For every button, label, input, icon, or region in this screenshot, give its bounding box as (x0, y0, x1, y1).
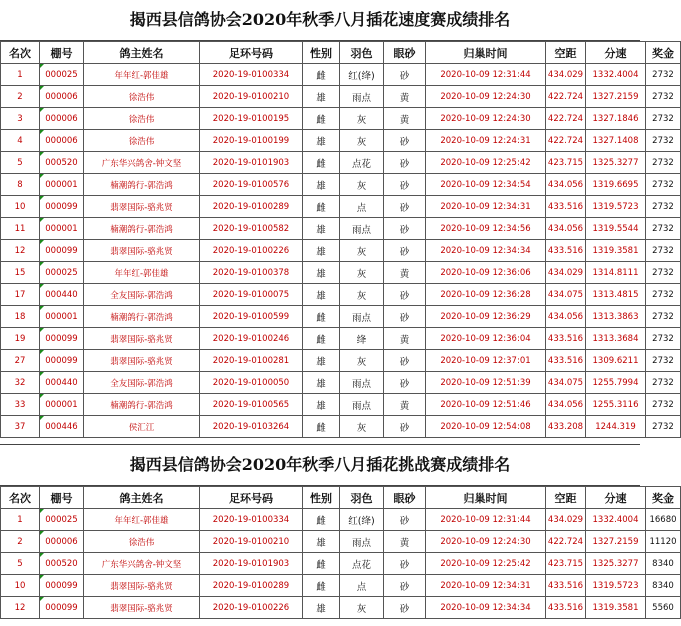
cell-loft: 000099 (40, 240, 84, 262)
cell-time: 2020-10-09 12:31:44 (426, 509, 546, 531)
cell-ring: 2020-19-0100226 (200, 240, 303, 262)
cell-distance: 433.516 (546, 240, 586, 262)
col-header-time: 归巢时间 (426, 487, 546, 509)
cell-ring: 2020-19-0100246 (200, 328, 303, 350)
cell-loft: 000440 (40, 284, 84, 306)
cell-rank: 4 (1, 130, 40, 152)
cell-eye: 黄 (384, 531, 426, 553)
cell-sex: 雄 (303, 130, 340, 152)
cell-time: 2020-10-09 12:24:30 (426, 86, 546, 108)
table-row (1, 350, 681, 372)
cell-distance: 433.516 (546, 597, 586, 619)
cell-prize: 8340 (646, 575, 681, 597)
cell-time: 2020-10-09 12:34:34 (426, 597, 546, 619)
cell-eye: 砂 (384, 64, 426, 86)
cell-color: 雨点 (340, 372, 384, 394)
cell-rank: 18 (1, 306, 40, 328)
cell-time: 2020-10-09 12:54:08 (426, 416, 546, 438)
table-row (1, 64, 681, 86)
cell-rank: 3 (1, 108, 40, 130)
cell-prize: 2732 (646, 350, 681, 372)
col-header-rank: 名次 (1, 42, 40, 64)
cell-rank: 8 (1, 174, 40, 196)
cell-color: 雨点 (340, 306, 384, 328)
cell-time: 2020-10-09 12:51:39 (426, 372, 546, 394)
table-row (1, 597, 681, 619)
cell-ring: 2020-19-0100210 (200, 86, 303, 108)
cell-prize: 2732 (646, 152, 681, 174)
cell-color: 红(绛) (340, 509, 384, 531)
cell-ring: 2020-19-0100050 (200, 372, 303, 394)
cell-time: 2020-10-09 12:24:30 (426, 108, 546, 130)
col-header-speed: 分速 (586, 42, 646, 64)
cell-rank: 12 (1, 240, 40, 262)
cell-sex: 雄 (303, 262, 340, 284)
cell-loft: 000520 (40, 553, 84, 575)
col-header-prize: 奖金 (646, 487, 681, 509)
cell-sex: 雄 (303, 531, 340, 553)
cell-sex: 雌 (303, 64, 340, 86)
cell-prize: 5560 (646, 597, 681, 619)
cell-time: 2020-10-09 12:36:06 (426, 262, 546, 284)
table-row (1, 262, 681, 284)
cell-distance: 422.724 (546, 86, 586, 108)
cell-distance: 434.029 (546, 262, 586, 284)
cell-loft: 000099 (40, 575, 84, 597)
cell-color: 灰 (340, 130, 384, 152)
cell-prize: 2732 (646, 262, 681, 284)
cell-speed: 1319.3581 (586, 597, 646, 619)
cell-distance: 434.056 (546, 394, 586, 416)
cell-ring: 2020-19-0100565 (200, 394, 303, 416)
cell-distance: 422.724 (546, 531, 586, 553)
cell-rank: 10 (1, 196, 40, 218)
col-header-owner: 鸽主姓名 (84, 487, 200, 509)
cell-owner: 楠潮鸽行-郭浩鸿 (84, 306, 200, 328)
cell-eye: 砂 (384, 553, 426, 575)
cell-owner: 年年红-郭佳雄 (84, 262, 200, 284)
cell-owner: 徐浩伟 (84, 108, 200, 130)
cell-time: 2020-10-09 12:34:31 (426, 575, 546, 597)
cell-loft: 000099 (40, 328, 84, 350)
cell-loft: 000099 (40, 350, 84, 372)
table-row (1, 575, 681, 597)
cell-sex: 雄 (303, 394, 340, 416)
cell-prize: 11120 (646, 531, 681, 553)
cell-rank: 5 (1, 152, 40, 174)
cell-time: 2020-10-09 12:25:42 (426, 152, 546, 174)
cell-loft: 000001 (40, 306, 84, 328)
cell-rank: 12 (1, 597, 40, 619)
cell-eye: 黄 (384, 328, 426, 350)
cell-color: 灰 (340, 174, 384, 196)
cell-owner: 徐浩伟 (84, 130, 200, 152)
cell-sex: 雄 (303, 86, 340, 108)
cell-speed: 1325.3277 (586, 553, 646, 575)
cell-owner: 全友国际-郭浩鸿 (84, 284, 200, 306)
cell-color: 灰 (340, 108, 384, 130)
cell-time: 2020-10-09 12:37:01 (426, 350, 546, 372)
cell-owner: 翡翠国际-骆兆贤 (84, 240, 200, 262)
cell-distance: 434.029 (546, 64, 586, 86)
cell-ring: 2020-19-0100334 (200, 64, 303, 86)
cell-sex: 雄 (303, 240, 340, 262)
table-row (1, 372, 681, 394)
cell-rank: 33 (1, 394, 40, 416)
cell-prize: 2732 (646, 240, 681, 262)
cell-time: 2020-10-09 12:24:31 (426, 130, 546, 152)
cell-speed: 1319.3581 (586, 240, 646, 262)
cell-rank: 10 (1, 575, 40, 597)
cell-color: 雨点 (340, 394, 384, 416)
col-header-distance: 空距 (546, 42, 586, 64)
cell-distance: 423.715 (546, 152, 586, 174)
speed-race-table (0, 41, 681, 438)
cell-rank: 27 (1, 350, 40, 372)
cell-loft: 000520 (40, 152, 84, 174)
cell-sex: 雄 (303, 597, 340, 619)
cell-distance: 433.208 (546, 416, 586, 438)
cell-owner: 翡翠国际-骆兆贤 (84, 196, 200, 218)
cell-eye: 砂 (384, 372, 426, 394)
challenge-race-title: 揭西县信鸽协会2020年秋季八月插花挑战赛成绩排名 (0, 444, 640, 486)
cell-ring: 2020-19-0101903 (200, 152, 303, 174)
cell-color: 灰 (340, 240, 384, 262)
cell-distance: 433.516 (546, 328, 586, 350)
cell-speed: 1319.5544 (586, 218, 646, 240)
cell-sex: 雄 (303, 284, 340, 306)
col-header-sex: 性别 (303, 42, 340, 64)
cell-ring: 2020-19-0100289 (200, 196, 303, 218)
cell-ring: 2020-19-0100281 (200, 350, 303, 372)
table-row (1, 284, 681, 306)
cell-sex: 雌 (303, 152, 340, 174)
cell-prize: 2732 (646, 394, 681, 416)
cell-prize: 2732 (646, 174, 681, 196)
cell-eye: 砂 (384, 306, 426, 328)
cell-prize: 2732 (646, 416, 681, 438)
cell-eye: 砂 (384, 196, 426, 218)
speed-header-row (1, 42, 681, 64)
cell-time: 2020-10-09 12:36:04 (426, 328, 546, 350)
cell-sex: 雌 (303, 108, 340, 130)
cell-speed: 1327.2159 (586, 86, 646, 108)
cell-loft: 000446 (40, 416, 84, 438)
table-row (1, 130, 681, 152)
cell-eye: 砂 (384, 240, 426, 262)
cell-time: 2020-10-09 12:36:29 (426, 306, 546, 328)
cell-time: 2020-10-09 12:25:42 (426, 553, 546, 575)
cell-prize: 2732 (646, 86, 681, 108)
cell-speed: 1332.4004 (586, 509, 646, 531)
cell-owner: 楠潮鸽行-郭浩鸿 (84, 174, 200, 196)
cell-speed: 1313.4815 (586, 284, 646, 306)
cell-sex: 雌 (303, 306, 340, 328)
cell-ring: 2020-19-0101903 (200, 553, 303, 575)
cell-prize: 2732 (646, 328, 681, 350)
cell-owner: 广东华兴鸽舍-钟文坚 (84, 553, 200, 575)
cell-loft: 000440 (40, 372, 84, 394)
cell-speed: 1314.8111 (586, 262, 646, 284)
cell-sex: 雄 (303, 218, 340, 240)
cell-owner: 楠潮鸽行-郭浩鸿 (84, 218, 200, 240)
cell-owner: 翡翠国际-骆兆贤 (84, 575, 200, 597)
cell-ring: 2020-19-0100582 (200, 218, 303, 240)
cell-color: 灰 (340, 262, 384, 284)
cell-prize: 8340 (646, 553, 681, 575)
cell-sex: 雄 (303, 372, 340, 394)
cell-speed: 1255.7994 (586, 372, 646, 394)
cell-sex: 雌 (303, 416, 340, 438)
cell-distance: 423.715 (546, 553, 586, 575)
cell-rank: 15 (1, 262, 40, 284)
cell-prize: 2732 (646, 130, 681, 152)
cell-speed: 1313.3684 (586, 328, 646, 350)
cell-prize: 2732 (646, 372, 681, 394)
cell-color: 红(绛) (340, 64, 384, 86)
table-row (1, 553, 681, 575)
speed-table-body (1, 64, 681, 438)
col-header-eye: 眼砂 (384, 487, 426, 509)
cell-owner: 翡翠国际-骆兆贤 (84, 328, 200, 350)
cell-time: 2020-10-09 12:34:56 (426, 218, 546, 240)
cell-loft: 000025 (40, 64, 84, 86)
cell-loft: 000001 (40, 218, 84, 240)
cell-eye: 砂 (384, 575, 426, 597)
table-row (1, 394, 681, 416)
challenge-table-body (1, 509, 681, 619)
cell-speed: 1327.2159 (586, 531, 646, 553)
cell-owner: 徐浩伟 (84, 531, 200, 553)
cell-rank: 2 (1, 531, 40, 553)
cell-sex: 雌 (303, 509, 340, 531)
cell-sex: 雌 (303, 553, 340, 575)
cell-time: 2020-10-09 12:24:30 (426, 531, 546, 553)
cell-speed: 1244.319 (586, 416, 646, 438)
cell-rank: 37 (1, 416, 40, 438)
cell-color: 点花 (340, 152, 384, 174)
col-header-ring: 足环号码 (200, 42, 303, 64)
cell-speed: 1255.3116 (586, 394, 646, 416)
cell-speed: 1325.3277 (586, 152, 646, 174)
cell-loft: 000025 (40, 509, 84, 531)
cell-sex: 雄 (303, 174, 340, 196)
cell-speed: 1319.5723 (586, 575, 646, 597)
cell-color: 点 (340, 196, 384, 218)
cell-loft: 000099 (40, 597, 84, 619)
table-row (1, 328, 681, 350)
cell-loft: 000006 (40, 130, 84, 152)
cell-eye: 砂 (384, 350, 426, 372)
cell-time: 2020-10-09 12:51:46 (426, 394, 546, 416)
cell-distance: 433.516 (546, 350, 586, 372)
cell-prize: 16680 (646, 509, 681, 531)
cell-speed: 1313.3863 (586, 306, 646, 328)
cell-loft: 000001 (40, 394, 84, 416)
col-header-sex: 性别 (303, 487, 340, 509)
cell-eye: 黄 (384, 262, 426, 284)
col-header-eye: 眼砂 (384, 42, 426, 64)
cell-distance: 434.056 (546, 218, 586, 240)
col-header-distance: 空距 (546, 487, 586, 509)
cell-distance: 434.029 (546, 509, 586, 531)
cell-ring: 2020-19-0100075 (200, 284, 303, 306)
table-row (1, 174, 681, 196)
cell-color: 点 (340, 575, 384, 597)
cell-prize: 2732 (646, 306, 681, 328)
cell-eye: 黄 (384, 108, 426, 130)
cell-color: 雨点 (340, 218, 384, 240)
cell-ring: 2020-19-0100199 (200, 130, 303, 152)
col-header-prize: 奖金 (646, 42, 681, 64)
cell-speed: 1309.6211 (586, 350, 646, 372)
cell-owner: 楠潮鸽行-郭浩鸿 (84, 394, 200, 416)
col-header-rank: 名次 (1, 487, 40, 509)
cell-eye: 砂 (384, 218, 426, 240)
cell-speed: 1327.1846 (586, 108, 646, 130)
challenge-race-table (0, 486, 681, 619)
cell-eye: 黄 (384, 394, 426, 416)
col-header-color: 羽色 (340, 42, 384, 64)
cell-owner: 徐浩伟 (84, 86, 200, 108)
cell-distance: 433.516 (546, 196, 586, 218)
col-header-ring: 足环号码 (200, 487, 303, 509)
cell-time: 2020-10-09 12:34:54 (426, 174, 546, 196)
cell-prize: 2732 (646, 196, 681, 218)
col-header-owner: 鸽主姓名 (84, 42, 200, 64)
cell-eye: 砂 (384, 416, 426, 438)
cell-rank: 5 (1, 553, 40, 575)
cell-distance: 434.075 (546, 284, 586, 306)
cell-prize: 2732 (646, 284, 681, 306)
cell-rank: 1 (1, 64, 40, 86)
cell-owner: 全友国际-郭浩鸿 (84, 372, 200, 394)
cell-rank: 17 (1, 284, 40, 306)
cell-distance: 422.724 (546, 130, 586, 152)
cell-prize: 2732 (646, 64, 681, 86)
cell-eye: 砂 (384, 597, 426, 619)
cell-loft: 000006 (40, 86, 84, 108)
table-row (1, 240, 681, 262)
cell-ring: 2020-19-0100289 (200, 575, 303, 597)
cell-color: 灰 (340, 350, 384, 372)
cell-eye: 砂 (384, 174, 426, 196)
cell-rank: 2 (1, 86, 40, 108)
table-row (1, 196, 681, 218)
cell-eye: 砂 (384, 509, 426, 531)
cell-distance: 433.516 (546, 575, 586, 597)
cell-eye: 砂 (384, 130, 426, 152)
cell-color: 点花 (340, 553, 384, 575)
cell-owner: 翡翠国际-骆兆贤 (84, 350, 200, 372)
cell-loft: 000006 (40, 531, 84, 553)
cell-rank: 19 (1, 328, 40, 350)
cell-prize: 2732 (646, 108, 681, 130)
table-row (1, 218, 681, 240)
col-header-speed: 分速 (586, 487, 646, 509)
cell-sex: 雌 (303, 328, 340, 350)
cell-distance: 422.724 (546, 108, 586, 130)
cell-sex: 雌 (303, 575, 340, 597)
cell-loft: 000025 (40, 262, 84, 284)
cell-color: 灰 (340, 416, 384, 438)
cell-time: 2020-10-09 12:36:28 (426, 284, 546, 306)
cell-ring: 2020-19-0100195 (200, 108, 303, 130)
cell-speed: 1319.6695 (586, 174, 646, 196)
cell-ring: 2020-19-0100599 (200, 306, 303, 328)
cell-sex: 雌 (303, 196, 340, 218)
col-header-time: 归巢时间 (426, 42, 546, 64)
cell-ring: 2020-19-0100226 (200, 597, 303, 619)
cell-owner: 年年红-郭佳雄 (84, 64, 200, 86)
cell-owner: 翡翠国际-骆兆贤 (84, 597, 200, 619)
challenge-header-row (1, 487, 681, 509)
cell-prize: 2732 (646, 218, 681, 240)
cell-color: 灰 (340, 284, 384, 306)
cell-loft: 000099 (40, 196, 84, 218)
cell-owner: 广东华兴鸽舍-钟文坚 (84, 152, 200, 174)
cell-distance: 434.056 (546, 174, 586, 196)
cell-ring: 2020-19-0100378 (200, 262, 303, 284)
cell-color: 雨点 (340, 531, 384, 553)
cell-ring: 2020-19-0100210 (200, 531, 303, 553)
cell-time: 2020-10-09 12:31:44 (426, 64, 546, 86)
table-row (1, 416, 681, 438)
col-header-loft: 棚号 (40, 487, 84, 509)
table-row (1, 86, 681, 108)
col-header-loft: 棚号 (40, 42, 84, 64)
cell-speed: 1332.4004 (586, 64, 646, 86)
cell-rank: 1 (1, 509, 40, 531)
cell-color: 灰 (340, 597, 384, 619)
cell-ring: 2020-19-0100576 (200, 174, 303, 196)
cell-speed: 1327.1408 (586, 130, 646, 152)
cell-owner: 侯汇江 (84, 416, 200, 438)
cell-eye: 砂 (384, 152, 426, 174)
cell-color: 绛 (340, 328, 384, 350)
cell-loft: 000006 (40, 108, 84, 130)
cell-loft: 000001 (40, 174, 84, 196)
cell-ring: 2020-19-0100334 (200, 509, 303, 531)
table-row (1, 152, 681, 174)
cell-eye: 砂 (384, 284, 426, 306)
table-row (1, 108, 681, 130)
cell-ring: 2020-19-0103264 (200, 416, 303, 438)
table-row (1, 306, 681, 328)
cell-distance: 434.056 (546, 306, 586, 328)
speed-race-title: 揭西县信鸽协会2020年秋季八月插花速度赛成绩排名 (0, 0, 640, 41)
cell-rank: 11 (1, 218, 40, 240)
cell-rank: 32 (1, 372, 40, 394)
cell-time: 2020-10-09 12:34:31 (426, 196, 546, 218)
cell-time: 2020-10-09 12:34:34 (426, 240, 546, 262)
cell-sex: 雄 (303, 350, 340, 372)
cell-owner: 年年红-郭佳雄 (84, 509, 200, 531)
cell-eye: 黄 (384, 86, 426, 108)
col-header-color: 羽色 (340, 487, 384, 509)
table-row (1, 509, 681, 531)
cell-speed: 1319.5723 (586, 196, 646, 218)
cell-color: 雨点 (340, 86, 384, 108)
table-row (1, 531, 681, 553)
cell-distance: 434.075 (546, 372, 586, 394)
